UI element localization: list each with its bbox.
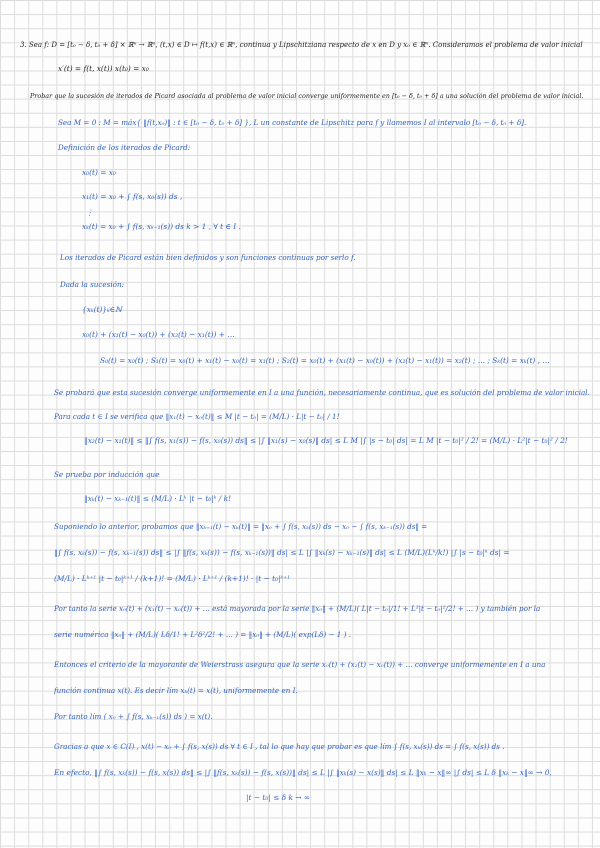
limit-equation: Por tanto lím ( x₀ + ∫ f(s, xₖ₋₁(s)) ds ) = x(t). [54, 712, 213, 721]
sequence-heading: Dada la sucesión: [60, 280, 125, 289]
remaining-to-prove: Gracias a que x ∈ C(I) , x(t) − x₀ + ∫ f(s, x(s)) ds ∀ t ∈ I , tal lo que hay que probar es que lím ∫ f(s, xₖ(s)) ds = ∫ f(s, x(s)) ds . [54, 742, 505, 751]
majorant-series-line-1: Por tanto la serie x₀(t) + (x₁(t) − x₀(t)) + … está mayorada por la serie ‖x₀‖ + (M/L)( L|t − t₀|/1! + L²|t − t₀|²/2! + … ) y también por la [54, 604, 541, 613]
iterates-well-defined: Los iterados de Picard están bien definidos y son funciones continuas por serlo f. [60, 253, 356, 262]
weierstrass-line-1: Entonces el criterio de la mayorante de Weierstrass asegura que la serie x₀(t) + (x₁(t) − x₀(t)) + … converge uniformemente en I a una [54, 660, 546, 669]
picard-iterate-0: x₀(t) = x₀ [82, 168, 116, 177]
picard-definition-heading: Definición de los iterados de Picard: [58, 143, 191, 152]
weierstrass-line-2: función continua x(t). Es decir lím xₖ(t) = x(t), uniformemente en I. [54, 686, 298, 695]
uniform-convergence-claim: Se probará que esta sucesión converge uniformemente en I a una función, necesariamente continua, que es solución del problema de valor inicial. [54, 388, 590, 397]
telescoping-series: x₀(t) + (x₁(t) − x₀(t)) + (x₂(t) − x₁(t)) + … [82, 330, 235, 339]
picard-iterate-1: x₁(t) = x₀ + ∫ f(s, x₀(s)) ds , [82, 192, 183, 201]
second-difference-bound: ‖x₂(t) − x₁(t)‖ ≤ ‖∫ f(s, x₁(s)) − f(s, x₀(s)) ds‖ ≤ |∫ ‖x₁(s) − x₀(s)‖ ds| ≤ L M |∫ |s − t₀| ds| = L M |t − t₀|² / 2! = (M/L) · L²|t − t₀|² / 2! [84, 436, 568, 445]
initial-value-problem: x′(t) = f(t, x(t)) x(t₀) = x₀ [58, 64, 149, 73]
final-estimate: En efecto, ‖∫ f(s, xₖ(s)) − f(s, x(s)) ds‖ ≤ |∫ ‖f(s, xₖ(s)) − f(s, x(s))‖ ds| ≤ L |∫ ‖xₖ(s) − x(s)‖ ds| ≤ L ‖xₖ − x‖∞ |∫ ds| ≤ L δ ‖xₖ − x‖∞ → 0, [54, 768, 552, 777]
picard-iterate-k: xₖ(t) = x₀ + ∫ f(s, xₖ₋₁(s)) ds k > 1 , ∀ t ∈ I . [82, 222, 241, 231]
first-difference-bound: Para cada t ∈ I se verifica que ‖x₁(t) − x₀(t)‖ ≤ M |t − t₀| = (M/L) · L|t − t₀| / 1! [54, 412, 340, 421]
problem-statement-line-2: Probar que la sucesión de iterados de Picard asociada al problema de valor inicial converge uniformemente en [t₀ − δ, t₀ + δ] a una solución del problema de valor inicial. [30, 92, 584, 100]
induction-step-line-1: Suponiendo lo anterior, probamos que ‖xₖ₊₁(t) − xₖ(t)‖ = ‖x₀ + ∫ f(s, xₖ(s)) ds − x₀ − ∫ f(s, xₖ₋₁(s)) ds‖ = [54, 522, 428, 531]
partial-sums: S₀(t) = x₀(t) ; S₁(t) = x₀(t) + x₁(t) − x₀(t) = x₁(t) ; S₂(t) = x₀(t) + (x₁(t) − x₀(t)) + (x₂(t) − x₁(t)) = x₂(t) ; … ; Sₖ(t) = xₖ(t) , … [100, 356, 550, 365]
constants-definition: Sea M = 0 : M = máx{ ‖f(t,x₀)‖ : t ∈ [t₀ − δ, t₀ + δ] }, L un constante de Lipschitz para f y llamemos I al intervalo [t₀ − δ, t₀ + δ]. [58, 118, 527, 127]
induction-bound: ‖xₖ(t) − xₖ₋₁(t)‖ ≤ (M/L) · Lᵏ |t − t₀|ᵏ / k! [84, 494, 232, 503]
picard-ellipsis: ⋮ [86, 208, 94, 217]
sequence-notation: {xₖ(t)}ₖ∈ℕ [82, 305, 122, 314]
induction-heading: Se prueba por inducción que [54, 470, 160, 479]
induction-step-line-3: (M/L) · Lᵏ⁺¹ |t − t₀|ᵏ⁺¹ / (k+1)! = (M/L) · Lᵏ⁺¹ / (k+1)! · |t − t₀|ᵏ⁺¹ [54, 574, 291, 583]
final-estimate-subscripts: |t − t₀| ≤ δ k → ∞ [246, 793, 310, 802]
majorant-series-line-2: serie numérica ‖x₀‖ + (M/L)( Lδ/1! + L²δ²/2! + … ) = ‖x₀‖ + (M/L)( exp(Lδ) − 1 ) . [54, 630, 352, 639]
problem-statement-line-1: 3. Sea f: D = [t₀ − δ, t₀ + δ] × ℝⁿ → ℝⁿ, (t,x) ∈ D ↦ f(t,x) ∈ ℝⁿ, continua y Lipschitziana respecto de x en D y x₀ ∈ ℝⁿ. Consideramos el problema de valor inicial [20, 41, 583, 49]
induction-step-line-2: ‖∫ f(s, xₖ(s)) − f(s, xₖ₋₁(s)) ds‖ ≤ |∫ ‖f(s, xₖ(s)) − f(s, xₖ₋₁(s))‖ ds| ≤ L |∫ ‖xₖ(s) − xₖ₋₁(s)‖ ds| ≤ L (M/L)(Lᵏ/k!) |∫ |s − t₀|ᵏ ds| = [54, 548, 510, 557]
